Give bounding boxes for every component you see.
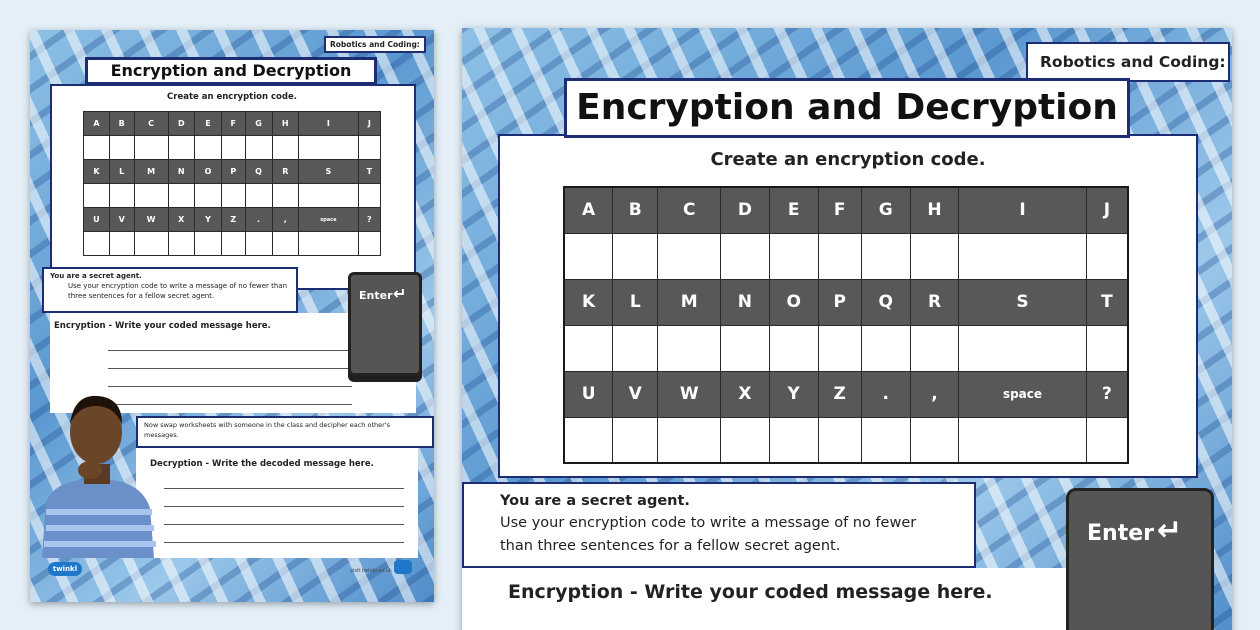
- grid-letter-cell: space: [959, 371, 1087, 417]
- grid-code-cell[interactable]: [299, 136, 359, 160]
- grid-letter-cell: Y: [769, 371, 818, 417]
- grid-heading: Create an encryption code.: [167, 92, 297, 102]
- grid-code-cell[interactable]: [910, 325, 958, 371]
- grid-code-cell[interactable]: [221, 232, 245, 256]
- grid-letter-cell: H: [272, 112, 299, 136]
- grid-code-cell[interactable]: [910, 233, 958, 279]
- grid-code-cell[interactable]: [769, 417, 818, 463]
- grid-code-cell[interactable]: [195, 136, 222, 160]
- grid-code-cell[interactable]: [769, 325, 818, 371]
- grid-code-cell[interactable]: [195, 184, 222, 208]
- thinking-boy-illustration: [32, 382, 162, 558]
- grid-code-cell[interactable]: [245, 136, 272, 160]
- grid-letter-row: [84, 208, 381, 232]
- worksheet-title: Encryption and Decryption: [564, 78, 1130, 138]
- grid-code-cell[interactable]: [818, 417, 861, 463]
- grid-code-cell[interactable]: [910, 417, 958, 463]
- grid-code-cell[interactable]: [1086, 325, 1128, 371]
- grid-letter-cell: ,: [272, 208, 299, 232]
- grid-letter-cell: S: [959, 279, 1087, 325]
- writing-line[interactable]: [164, 488, 404, 489]
- grid-code-row[interactable]: [84, 184, 381, 208]
- enter-key-label: Enter: [1087, 521, 1154, 546]
- grid-letter-cell: X: [168, 208, 195, 232]
- grid-letter-cell: V: [613, 371, 658, 417]
- grid-heading: Create an encryption code.: [710, 149, 986, 170]
- grid-letter-row: [564, 279, 1128, 325]
- grid-letter-cell: E: [769, 187, 818, 233]
- grid-letter-cell: K: [564, 279, 613, 325]
- grid-code-cell[interactable]: [109, 232, 134, 256]
- encryption-heading: Encryption - Write your coded message here.: [54, 321, 271, 331]
- writing-line[interactable]: [108, 350, 352, 351]
- grid-letter-cell: W: [658, 371, 721, 417]
- grid-letter-cell: V: [109, 208, 134, 232]
- grid-code-cell[interactable]: [168, 232, 195, 256]
- grid-code-cell[interactable]: [564, 325, 613, 371]
- grid-letter-cell: N: [721, 279, 769, 325]
- grid-code-cell[interactable]: [134, 136, 168, 160]
- grid-code-cell[interactable]: [818, 325, 861, 371]
- grid-code-cell[interactable]: [84, 136, 110, 160]
- grid-letter-cell: A: [564, 187, 613, 233]
- grid-letter-cell: J: [358, 112, 380, 136]
- grid-letter-cell: Q: [245, 160, 272, 184]
- swap-instructions-box: Now swap worksheets with someone in the class and decipher each other's messages.: [136, 416, 434, 448]
- agent-instructions-box: [42, 267, 298, 313]
- grid-letter-cell: .: [861, 371, 910, 417]
- grid-code-cell[interactable]: [861, 233, 910, 279]
- writing-line[interactable]: [108, 368, 352, 369]
- grid-code-cell[interactable]: [299, 184, 359, 208]
- cipher-grid: [563, 186, 1129, 464]
- agent-instructions-text: Use your encryption code to write a message of no fewer than three sentences for a fellow secret agent.: [500, 515, 917, 554]
- agent-heading: You are a secret agent.: [50, 272, 142, 280]
- grid-code-cell[interactable]: [959, 325, 1087, 371]
- grid-code-cell[interactable]: [272, 232, 299, 256]
- worksheet-preview-large: [462, 28, 1232, 630]
- grid-code-cell[interactable]: [109, 136, 134, 160]
- grid-letter-cell: T: [1086, 279, 1128, 325]
- grid-code-cell[interactable]: [134, 184, 168, 208]
- grid-code-cell[interactable]: [1086, 417, 1128, 463]
- grid-code-row[interactable]: [84, 232, 381, 256]
- grid-letter-cell: T: [358, 160, 380, 184]
- grid-code-cell[interactable]: [658, 233, 721, 279]
- grid-code-cell[interactable]: [564, 233, 613, 279]
- grid-letter-cell: Y: [195, 208, 222, 232]
- enter-key-large: [1066, 488, 1214, 630]
- grid-letter-cell: O: [195, 160, 222, 184]
- grid-letter-cell: M: [658, 279, 721, 325]
- grid-code-cell[interactable]: [299, 232, 359, 256]
- grid-letter-row: [564, 371, 1128, 417]
- grid-letter-cell: S: [299, 160, 359, 184]
- grid-code-row[interactable]: [564, 417, 1128, 463]
- writing-line[interactable]: [164, 506, 404, 507]
- grid-letter-cell: N: [168, 160, 195, 184]
- twinkl-logo: twinkl: [48, 562, 82, 576]
- grid-code-cell[interactable]: [221, 184, 245, 208]
- grid-code-row[interactable]: [564, 233, 1128, 279]
- grid-letter-cell: ,: [910, 371, 958, 417]
- grid-letter-cell: H: [910, 187, 958, 233]
- grid-code-cell[interactable]: [721, 325, 769, 371]
- grid-letter-cell: F: [221, 112, 245, 136]
- grid-letter-cell: F: [818, 187, 861, 233]
- grid-letter-row: [84, 160, 381, 184]
- grid-code-cell[interactable]: [1086, 233, 1128, 279]
- grid-code-cell[interactable]: [818, 233, 861, 279]
- grid-letter-cell: U: [564, 371, 613, 417]
- grid-code-cell[interactable]: [272, 136, 299, 160]
- grid-letter-cell: space: [299, 208, 359, 232]
- grid-code-cell[interactable]: [195, 232, 222, 256]
- grid-letter-cell: D: [168, 112, 195, 136]
- grid-code-cell[interactable]: [358, 136, 380, 160]
- grid-letter-cell: I: [299, 112, 359, 136]
- grid-code-cell[interactable]: [613, 417, 658, 463]
- grid-code-cell[interactable]: [959, 233, 1087, 279]
- worksheet-title: Encryption and Decryption: [85, 57, 377, 85]
- grid-code-cell[interactable]: [861, 325, 910, 371]
- grid-letter-cell: O: [769, 279, 818, 325]
- grid-code-cell[interactable]: [613, 325, 658, 371]
- badge-icon: [394, 560, 412, 574]
- agent-instructions: [466, 512, 926, 557]
- grid-letter-cell: I: [959, 187, 1087, 233]
- grid-letter-cell: A: [84, 112, 110, 136]
- grid-letter-cell: L: [613, 279, 658, 325]
- enter-key-label: Enter: [359, 289, 393, 302]
- grid-letter-row: [564, 187, 1128, 233]
- writing-line[interactable]: [164, 524, 404, 525]
- grid-code-cell[interactable]: [84, 184, 110, 208]
- grid-code-cell[interactable]: [959, 417, 1087, 463]
- grid-code-cell[interactable]: [721, 417, 769, 463]
- grid-letter-cell: W: [134, 208, 168, 232]
- grid-code-cell[interactable]: [84, 232, 110, 256]
- grid-code-cell[interactable]: [721, 233, 769, 279]
- grid-letter-cell: ?: [1086, 371, 1128, 417]
- grid-code-cell[interactable]: [134, 232, 168, 256]
- footer-url: visit twinkl.co.uk: [350, 568, 392, 574]
- grid-code-cell[interactable]: [861, 417, 910, 463]
- grid-code-cell[interactable]: [769, 233, 818, 279]
- grid-letter-cell: Q: [861, 279, 910, 325]
- grid-code-cell[interactable]: [613, 233, 658, 279]
- grid-code-cell[interactable]: [658, 325, 721, 371]
- agent-heading: You are a secret agent.: [500, 493, 690, 509]
- grid-code-cell[interactable]: [564, 417, 613, 463]
- worksheet-preview-small: [30, 30, 434, 602]
- grid-letter-cell: D: [721, 187, 769, 233]
- grid-code-cell[interactable]: [358, 232, 380, 256]
- grid-code-cell[interactable]: [358, 184, 380, 208]
- writing-line[interactable]: [164, 542, 404, 543]
- grid-code-row[interactable]: [84, 136, 381, 160]
- grid-letter-cell: X: [721, 371, 769, 417]
- grid-letter-cell: P: [818, 279, 861, 325]
- grid-code-cell[interactable]: [658, 417, 721, 463]
- category-tag: Robotics and Coding:: [324, 36, 426, 53]
- grid-letter-cell: M: [134, 160, 168, 184]
- grid-code-cell[interactable]: [245, 232, 272, 256]
- grid-code-cell[interactable]: [245, 184, 272, 208]
- grid-code-cell[interactable]: [168, 136, 195, 160]
- grid-letter-cell: B: [613, 187, 658, 233]
- grid-letter-cell: B: [109, 112, 134, 136]
- grid-letter-cell: E: [195, 112, 222, 136]
- grid-code-cell[interactable]: [109, 184, 134, 208]
- enter-arrow-icon: ↵: [1157, 513, 1183, 548]
- agent-instructions-box: [462, 482, 976, 568]
- grid-letter-row: [84, 112, 381, 136]
- agent-instructions: Use your encryption code to write a message of no fewer than three sentences for a fellow secret agent.: [68, 282, 288, 300]
- grid-letter-cell: G: [861, 187, 910, 233]
- cipher-grid: [83, 111, 381, 256]
- grid-letter-cell: Z: [818, 371, 861, 417]
- grid-letter-cell: R: [910, 279, 958, 325]
- enter-arrow-icon: ↵: [393, 284, 407, 303]
- grid-letter-cell: L: [109, 160, 134, 184]
- grid-letter-cell: P: [221, 160, 245, 184]
- grid-letter-cell: J: [1086, 187, 1128, 233]
- grid-code-cell[interactable]: [221, 136, 245, 160]
- grid-letter-cell: G: [245, 112, 272, 136]
- decryption-heading: Decryption - Write the decoded message here.: [150, 459, 374, 469]
- grid-letter-cell: ?: [358, 208, 380, 232]
- encryption-heading: Encryption - Write your coded message here.: [508, 581, 993, 603]
- grid-letter-cell: K: [84, 160, 110, 184]
- grid-letter-cell: U: [84, 208, 110, 232]
- grid-code-cell[interactable]: [272, 184, 299, 208]
- category-tag: Robotics and Coding:: [1026, 42, 1230, 82]
- grid-letter-cell: C: [134, 112, 168, 136]
- grid-letter-cell: R: [272, 160, 299, 184]
- enter-key-small: [348, 272, 422, 376]
- grid-code-cell[interactable]: [168, 184, 195, 208]
- grid-letter-cell: Z: [221, 208, 245, 232]
- grid-letter-cell: C: [658, 187, 721, 233]
- grid-letter-cell: .: [245, 208, 272, 232]
- grid-code-row[interactable]: [564, 325, 1128, 371]
